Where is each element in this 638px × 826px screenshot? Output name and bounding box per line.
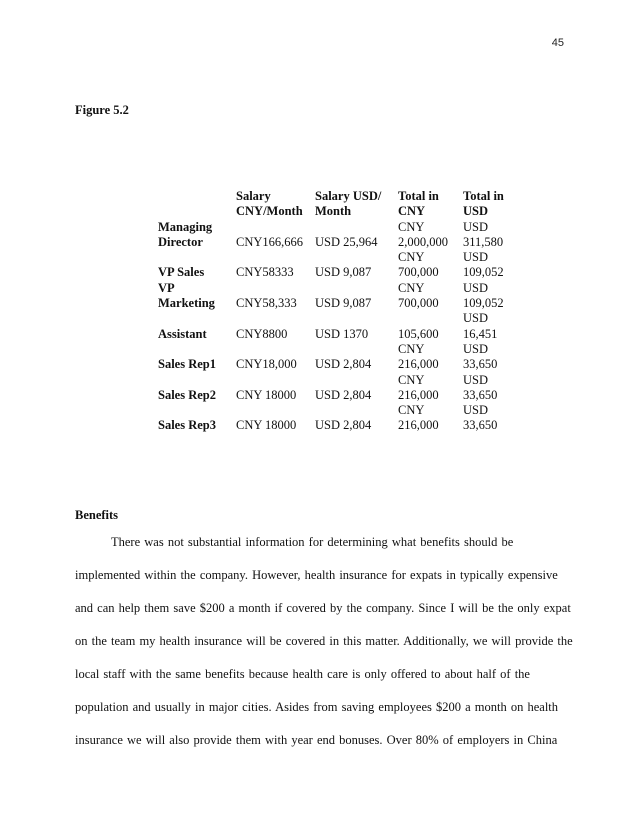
table-row <box>158 235 523 250</box>
row-label-cell <box>158 342 236 357</box>
table-row <box>158 327 523 342</box>
header-cell <box>158 189 236 204</box>
salary-usd-cell: USD 25,964 <box>315 234 378 249</box>
paragraph-line: There was not substantial information for determining what benefits should be <box>111 535 514 549</box>
row-label-cell <box>158 311 236 326</box>
row-label-cell: Marketing <box>158 296 215 311</box>
total-cny-cell: 216,000 <box>398 357 439 372</box>
salary-usd-cell: USD 9,087 <box>315 265 372 280</box>
total-usd-cell: 33,650 <box>463 418 498 433</box>
salary-usd-cell <box>315 311 398 326</box>
total-cny-cell: CNY <box>398 280 425 295</box>
row-label-cell: VP Sales <box>158 265 205 280</box>
paragraph-line: population and usually in major cities. Asides from saving employees $200 a month on health <box>75 700 559 714</box>
salary-usd-cell: USD 1370 <box>315 326 369 341</box>
header-cell-total-cny: Total in <box>398 189 439 203</box>
row-label-cell: Sales Rep2 <box>158 387 216 402</box>
total-usd-cell: USD <box>463 219 489 234</box>
paragraph-line: and can help them save $200 a month if covered by the company. Since I will be the only expat <box>75 601 571 615</box>
total-usd-cell: USD <box>463 372 489 387</box>
salary-cny-cell: CNY 18000 <box>236 418 297 433</box>
benefits-heading: Benefits <box>75 508 119 522</box>
page-number: 45 <box>551 37 564 49</box>
salary-cny-cell <box>236 342 315 357</box>
total-usd-cell: USD <box>463 280 489 295</box>
header-cell-total-usd: Total in <box>463 189 504 203</box>
total-usd-cell: 33,650 <box>463 387 498 402</box>
table-row <box>158 250 523 265</box>
total-cny-cell: CNY <box>398 403 425 418</box>
total-usd-cell: USD <box>463 341 489 356</box>
table-row <box>158 265 523 280</box>
paragraph-line: on the team my health insurance will be covered in this matter. Additionally, we will provide the <box>75 634 573 648</box>
salary-usd-cell: USD 2,804 <box>315 418 372 433</box>
table-row <box>158 220 523 235</box>
table-row <box>158 342 523 357</box>
total-cny-cell: 700,000 <box>398 265 439 280</box>
total-cny-cell: CNY <box>398 372 425 387</box>
salary-usd-cell <box>315 403 398 418</box>
paragraph-line: insurance we will also provide them with year end bonuses. Over 80% of employers in China <box>75 733 558 747</box>
total-cny-cell: CNY <box>398 250 425 265</box>
total-usd-cell: USD <box>463 250 489 265</box>
header-cell-total-usd: USD <box>463 204 489 219</box>
header-cell-total-cny: CNY <box>398 204 426 219</box>
table-header-row <box>158 204 523 219</box>
total-cny-cell <box>398 311 463 326</box>
row-label-cell <box>158 250 236 265</box>
header-cell-salary-cny: Salary <box>236 189 271 203</box>
table-row <box>158 311 523 326</box>
salary-cny-cell <box>236 220 315 235</box>
row-label-cell: Assistant <box>158 326 207 341</box>
table-row <box>158 281 523 296</box>
row-label-cell <box>158 403 236 418</box>
total-cny-cell: 216,000 <box>398 387 439 402</box>
total-usd-cell: 33,650 <box>463 357 498 372</box>
total-cny-cell: 2,000,000 <box>398 234 448 249</box>
header-cell-salary-cny: CNY/Month <box>236 204 303 219</box>
row-label-cell: Sales Rep3 <box>158 418 216 433</box>
total-usd-cell: 109,052 <box>463 265 504 280</box>
salary-cny-cell <box>236 311 315 326</box>
salary-cny-cell: CNY8800 <box>236 326 288 341</box>
total-cny-cell: 700,000 <box>398 296 439 311</box>
table-row <box>158 418 523 433</box>
salary-table <box>158 189 523 434</box>
salary-usd-cell <box>315 281 398 296</box>
table-row <box>158 403 523 418</box>
total-usd-cell: USD <box>463 311 489 326</box>
salary-cny-cell: CNY58333 <box>236 265 294 280</box>
salary-usd-cell <box>315 342 398 357</box>
total-usd-cell: 311,580 <box>463 234 504 249</box>
header-cell <box>158 204 236 219</box>
row-label-cell: VP <box>158 280 175 295</box>
row-label-cell <box>158 373 236 388</box>
salary-cny-cell <box>236 373 315 388</box>
salary-usd-cell: USD 2,804 <box>315 387 372 402</box>
salary-cny-cell: CNY58,333 <box>236 296 297 311</box>
table-row <box>158 388 523 403</box>
total-usd-cell: 109,052 <box>463 296 504 311</box>
salary-cny-cell <box>236 281 315 296</box>
total-usd-cell: 16,451 <box>463 326 498 341</box>
figure-label: Figure 5.2 <box>75 103 129 117</box>
header-cell-salary-usd: Salary USD/ <box>315 189 382 203</box>
row-label-cell: Sales Rep1 <box>158 357 216 372</box>
salary-usd-cell <box>315 250 398 265</box>
total-usd-cell: USD <box>463 403 489 418</box>
salary-usd-cell <box>315 220 398 235</box>
salary-cny-cell <box>236 403 315 418</box>
total-cny-cell: 216,000 <box>398 418 439 433</box>
table-body <box>158 220 523 434</box>
salary-usd-cell: USD 9,087 <box>315 296 372 311</box>
salary-usd-cell <box>315 373 398 388</box>
total-cny-cell: CNY <box>398 341 425 356</box>
salary-cny-cell: CNY 18000 <box>236 387 297 402</box>
paragraph-line: implemented within the company. However, health insurance for expats in typically expensive <box>75 568 558 582</box>
table-row <box>158 373 523 388</box>
table-row <box>158 357 523 372</box>
salary-usd-cell: USD 2,804 <box>315 357 372 372</box>
salary-cny-cell: CNY18,000 <box>236 357 297 372</box>
header-cell-salary-usd: Month <box>315 204 352 219</box>
salary-cny-cell: CNY166,666 <box>236 234 304 249</box>
total-cny-cell: 105,600 <box>398 326 439 341</box>
paragraph-line: local staff with the same benefits because health care is only offered to about half of the <box>75 667 530 681</box>
row-label-cell: Director <box>158 234 203 249</box>
table-header-row <box>158 189 523 204</box>
table-row <box>158 296 523 311</box>
row-label-cell: Managing <box>158 219 213 234</box>
total-cny-cell: CNY <box>398 219 425 234</box>
salary-cny-cell <box>236 250 315 265</box>
